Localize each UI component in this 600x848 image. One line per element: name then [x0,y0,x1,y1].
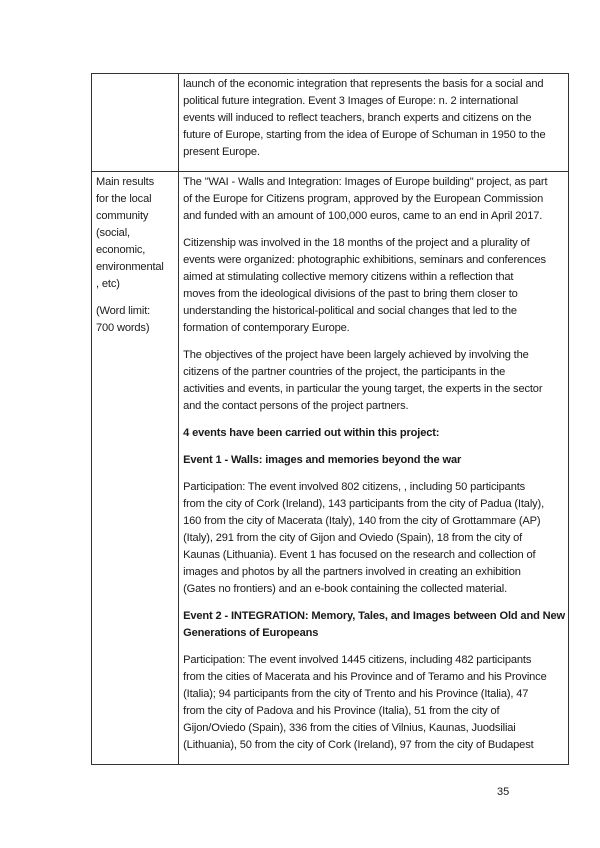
text-line: , etc) [96,278,120,290]
text-line: Event 1 - Walls: images and memories beyond the war [183,454,462,466]
paragraph [183,347,565,415]
text-line: economic, [96,244,146,256]
text-line: (Italy), 291 from the city of Gijon and Oviedo (Spain), 18 from the city of [183,532,523,544]
text-line: Participation: The event involved 1445 citizens, including 482 participants [183,654,532,666]
row-label-cell [92,74,179,172]
text-line: environmental [96,261,164,273]
text-line: for the local [96,193,152,205]
page-number: 35 [497,786,510,798]
paragraph [183,76,565,161]
text-line: citizens of the partner countries of the project, the participants in the [183,366,506,378]
text-line: Gijon/Oviedo (Spain), 336 from the cities of Vilnius, Kaunas, Juodsiliai [183,722,516,734]
text-line: of the Europe for Citizens program, approved by the European Commission [183,193,544,205]
paragraph [96,303,175,337]
text-line: and the contact persons of the project partners. [183,400,409,412]
text-line: Kaunas (Lithuania). Event 1 has focused on the research and collection of [183,549,536,561]
text-line: The "WAI - Walls and Integration: Images of Europe building" project, as part [183,176,548,188]
text-line: (Word limit: [96,305,151,317]
text-line: events will induced to reflect teachers, branch experts and citizens on the [183,112,532,124]
text-line: political future integration. Event 3 Images of Europe: n. 2 international [183,95,519,107]
heading-paragraph [183,452,565,469]
row-content-cell [179,172,569,765]
table-row [92,172,569,765]
text-line: and funded with an amount of 100,000 euros, came to an end in April 2017. [183,210,543,222]
paragraph [183,235,565,337]
text-line: Generations of Europeans [183,627,319,639]
table-row [92,74,569,172]
paragraph [183,479,565,598]
text-line: (Lithuania), 50 from the city of Cork (Ireland), 97 from the city of Budapest [183,739,534,751]
text-line: 4 events have been carried out within this project: [183,427,440,439]
text-line: from the cities of Macerata and his Province and of Teramo and his Province [183,671,547,683]
heading-paragraph [183,425,565,442]
text-line: understanding the historical-political and social changes that led to the [183,305,517,317]
text-line: future of Europe, starting from the idea of Europe of Schuman in 1950 to the [183,129,546,141]
text-line: Citizenship was involved in the 18 months of the project and a plurality of [183,237,530,249]
text-line: images and photos by all the partners involved in creating an exhibition [183,566,521,578]
text-line: Main results [96,176,155,188]
text-line: activities and events, in particular the young target, the experts in the sector [183,383,543,395]
text-line: from the city of Padova and his Province (Italia), 51 from the city of [183,705,500,717]
results-table [91,73,569,765]
text-line: formation of contemporary Europe. [183,322,350,334]
text-line: launch of the economic integration that represents the basis for a social and [183,78,544,90]
text-line: 160 from the city of Macerata (Italy), 140 from the city of Grottammare (AP) [183,515,541,527]
paragraph [183,652,565,754]
text-line: (social, [96,227,130,239]
text-line: (Gates no frontiers) and an e-book containing the collected material. [183,583,508,595]
text-line: aimed at stimulating collective memory citizens within a reflection that [183,271,514,283]
row-label-cell [92,172,179,765]
text-line: community [96,210,149,222]
heading-paragraph [183,608,565,642]
text-line: The objectives of the project have been largely achieved by involving the [183,349,529,361]
text-line: from the city of Cork (Ireland), 143 participants from the city of Padua (Italy), [183,498,545,510]
text-line: (Italia); 94 participants from the city of Trento and his Province (Italia), 47 [183,688,529,700]
paragraph [183,174,565,225]
paragraph [96,174,175,293]
text-line: present Europe. [183,146,260,158]
text-line: Participation: The event involved 802 citizens, , including 50 participants [183,481,526,493]
text-line: events were organized: photographic exhibitions, seminars and conferences [183,254,546,266]
text-line: moves from the ideological divisions of the past to bring them closer to [183,288,518,300]
text-line: 700 words) [96,322,150,334]
text-line: Event 2 - INTEGRATION: Memory, Tales, and Images between Old and New [183,610,565,622]
row-content-cell [179,74,569,172]
